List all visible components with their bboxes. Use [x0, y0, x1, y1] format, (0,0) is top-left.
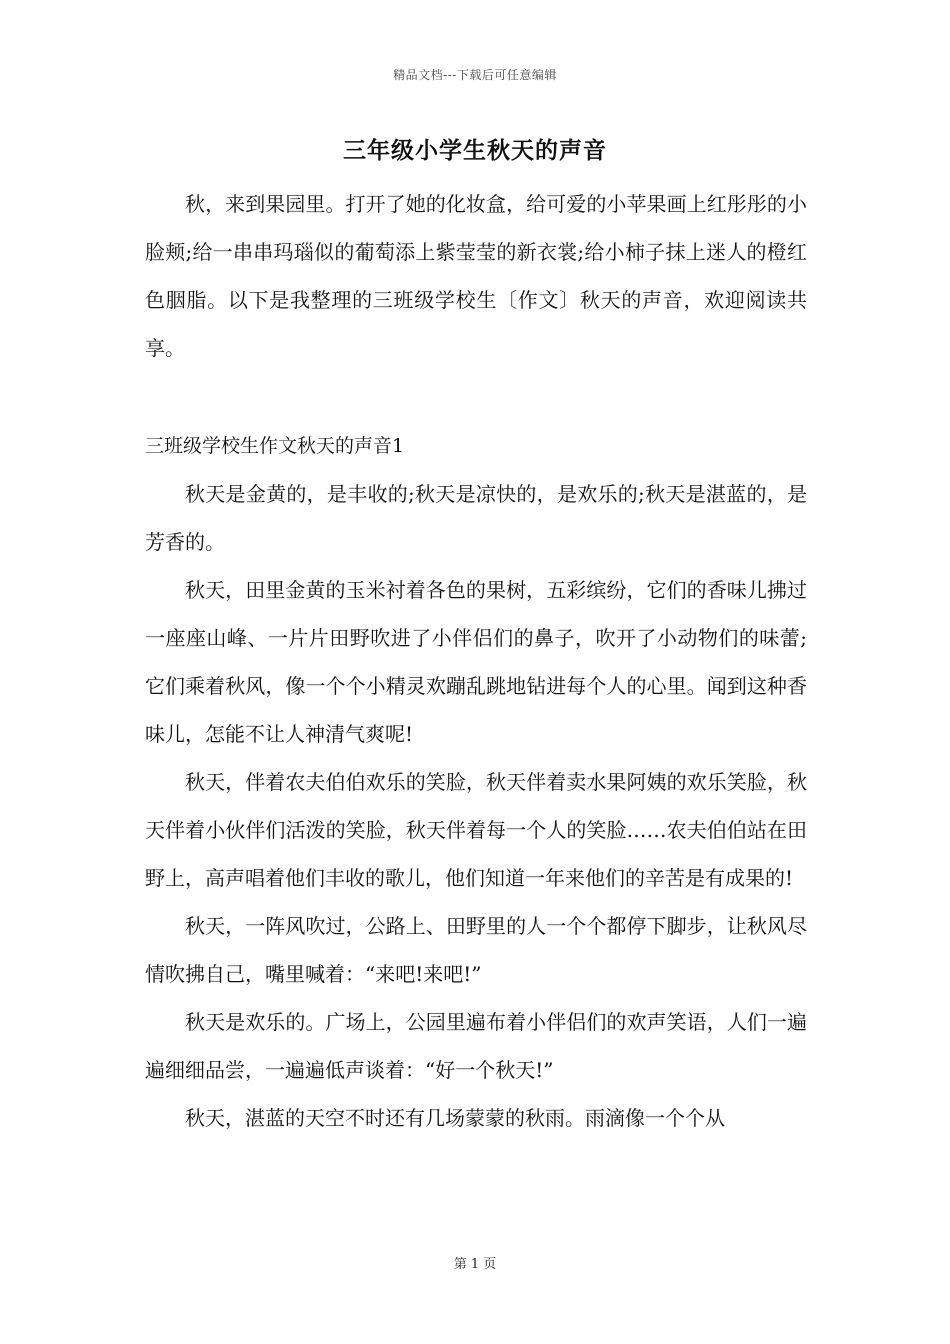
page-header: 精品文档---下载后可任意编辑: [393, 68, 557, 82]
body-paragraph-1: 秋天是金黄的，是丰收的;秋天是凉快的，是欢乐的;秋天是湛蓝的，是芳香的。: [145, 482, 807, 554]
body-paragraph-3: 秋天，伴着农夫伯伯欢乐的笑脸，秋天伴着卖水果阿姨的欢乐笑脸，秋天伴着小伙伴们活泼的笑脸，秋天伴着每一个人的笑脸……农夫伯伯站在田野上，高声唱着他们丰收的歌儿，他们知道一年来他们的辛苦是有成果的!: [145, 770, 807, 890]
document-title: 三年级小学生秋天的声音: [343, 137, 607, 164]
body-paragraph-5: 秋天是欢乐的。广场上，公园里遍布着小伴侣们的欢声笑语，人们一遍遍细细品尝，一遍遍低声谈着：“好一个秋天!”: [145, 1010, 807, 1082]
body-paragraph-6: 秋天，湛蓝的天空不时还有几场蒙蒙的秋雨。雨滴像一个个从: [185, 1106, 725, 1130]
document-body: [145, 180, 807, 1142]
section-heading: 三班级学校生作文秋天的声音1: [145, 435, 405, 457]
body-paragraph-2: 秋天，田里金黄的玉米衬着各色的果树，五彩缤纷，它们的香味儿拂过一座座山峰、一片片田野吹进了小伴侣们的鼻子，吹开了小动物们的味蕾;它们乘着秋风，像一个个小精灵欢蹦乱跳地钻进每个人的心里。闻到这种香味儿，怎能不让人神清气爽呢!: [145, 578, 807, 746]
intro-paragraph: 秋，来到果园里。打开了她的化妆盒，给可爱的小苹果画上红彤彤的小脸颊;给一串串玛瑙似的葡萄添上紫莹莹的新衣裳;给小柿子抹上迷人的橙红色胭脂。以下是我整理的三班级学校生〔作文〕秋天的声音，欢迎阅读共享。: [145, 192, 807, 360]
page-number: 第 1 页: [453, 1257, 497, 1272]
body-paragraph-4: 秋天，一阵风吹过，公路上、田野里的人一个个都停下脚步，让秋风尽情吹拂自己，嘴里喊着：“来吧!来吧!”: [145, 914, 807, 986]
